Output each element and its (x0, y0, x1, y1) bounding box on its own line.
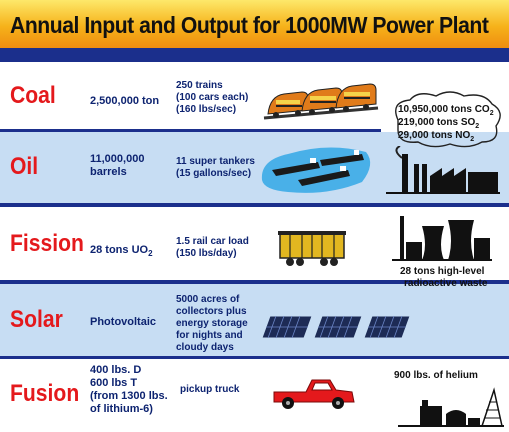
fusion-waste: 900 lbs. of helium (394, 370, 478, 381)
emissions-cloud-icon (388, 90, 506, 152)
fuel-label-coal: Coal (10, 82, 56, 109)
fission-amount: 28 tons $UO_2$ (90, 244, 153, 259)
fission-waste-2: radioactive waste (404, 278, 488, 289)
emission-co2: 10,950,000 tons $CO_2$ (398, 104, 494, 117)
train-icon (262, 74, 380, 122)
page-title: Annual Input and Output for 1000MW Power Plant (10, 12, 489, 38)
solar-transport-4: for nights and (176, 330, 243, 341)
oil-amount-2: barrels (90, 166, 127, 178)
oil-amount-1: 11,000,000 (90, 153, 145, 165)
coal-transport-3: (160 lbs/sec) (176, 104, 237, 115)
fusion-amount-2: 600 lbs T (90, 377, 138, 389)
oil-transport-2: (15 gallons/sec) (176, 168, 252, 179)
fuel-label-oil: Oil (10, 153, 39, 180)
coal-transport-2: (100 cars each) (176, 92, 249, 103)
fusion-transport: pickup truck (180, 384, 240, 395)
power-plant-icon (386, 146, 500, 194)
fusion-amount-3: (from 1300 lbs. (90, 390, 168, 402)
coal-transport-1: 250 trains (176, 80, 223, 91)
fusion-amount-1: 400 lbs. D (90, 364, 142, 376)
tanker-ships-icon (258, 140, 376, 198)
title-bar (0, 0, 509, 48)
fusion-amount-4: of lithium-6) (90, 403, 153, 415)
solar-transport-5: cloudy days (176, 342, 234, 353)
fuel-label-fission: Fission (10, 230, 84, 257)
emission-so2: 219,000 tons $SO_2$ (398, 117, 480, 130)
pickup-truck-icon (272, 372, 356, 412)
solar-transport-1: 5000 acres of (176, 294, 240, 305)
solar-panels-icon (252, 310, 412, 340)
rail-car-icon (276, 228, 348, 268)
fuel-label-solar: Solar (10, 306, 63, 333)
emission-no2: 29,000 tons $NO_2$ (398, 130, 475, 143)
oil-transport-1: 11 super tankers (176, 156, 255, 167)
nuclear-plant-icon (392, 212, 492, 264)
fission-transport-1: 1.5 rail car load (176, 236, 249, 247)
fusion-plant-icon (398, 384, 504, 428)
fission-transport-2: (150 lbs/day) (176, 248, 237, 259)
solar-transport-2: collectors plus (176, 306, 247, 317)
coal-amount: 2,500,000 ton (90, 95, 160, 107)
solar-transport-3: energy storage (176, 318, 248, 329)
fission-waste-1: 28 tons high-level (400, 266, 485, 277)
fuel-label-fusion: Fusion (10, 380, 80, 407)
solar-amount: Photovoltaic (90, 316, 157, 328)
